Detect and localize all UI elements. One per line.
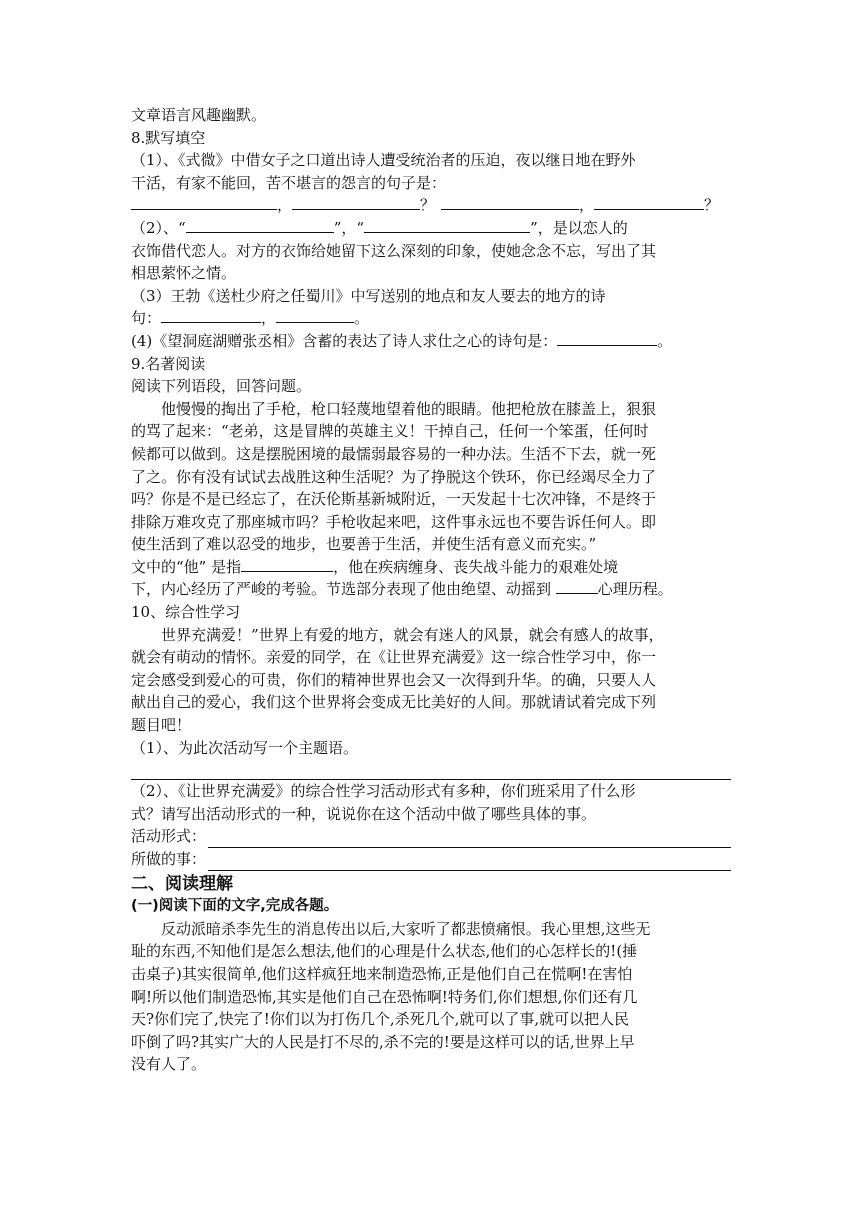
q9-question-line2: 下，内心经历了严峻的考验。节选部分表现了他由绝望、动摇到 心理历程。 [131, 580, 673, 599]
q10-passage-line: 世界充满爱！”世界上有爱的地方，就会有迷人的风景，就会有感人的故事， [161, 625, 664, 644]
q9-passage-line: 吗？你是不是已经忘了，在沃伦斯基新城附近，一天发起十七次冲锋，不是终于 [131, 490, 657, 509]
answer-blank[interactable] [556, 578, 598, 594]
answer-blank[interactable] [276, 307, 354, 323]
activity-done-row [131, 848, 731, 871]
section2-passage-line: 击桌子)其实很简单,他们这样疯狂地来制造恐怖,正是他们自己在慌啊!在害怕 [131, 964, 633, 983]
q10-part1: （1）、为此次活动写一个主题语。 [131, 738, 359, 757]
q9-intro: 阅读下列语段，回答问题。 [131, 377, 312, 396]
q10-title: 10、综合性学习 [131, 603, 241, 622]
q10-passage-line: 献出自己的爱心，我们这个世界将会变成无比美好的人间。那就请试着完成下列 [131, 693, 657, 712]
q10-part2-line1: （2）、《让世界充满爱》的综合性学习活动形式有多种，你们班采用了什么形 [131, 782, 636, 801]
q9-title: 9.名著阅读 [131, 354, 206, 373]
answer-blank[interactable] [161, 307, 261, 323]
q8-part2-line3: 相思萦怀之情。 [131, 264, 237, 283]
q10-part2-line2: 式？请写出活动形式的一种，说说你在这个活动中做了哪些具体的事。 [131, 804, 597, 823]
answer-blank[interactable] [292, 194, 420, 210]
q8-title: 8.默写填空 [131, 128, 206, 147]
q8-part1-line2: 干活，有家不能回，苦不堪言的怨言的句子是： [131, 173, 447, 192]
activity-done-label: 所做的事： [131, 850, 207, 868]
worksheet-page [131, 104, 731, 1076]
answer-blank[interactable] [131, 194, 277, 210]
q8-part2-line2: 衣饰借代恋人。对方的衣饰给她留下这么深刻的印象，使她念念不忘，写出了其 [131, 241, 657, 260]
section2-passage-line: 反动派暗杀李先生的消息传出以后,大家听了都悲愤痛恨。我心里想,这些无 [161, 919, 651, 938]
q9-passage-line: 使生活到了难以忍受的地步，也要善于生活，并使生活有意义而充实。” [131, 535, 597, 554]
activity-form-row [131, 825, 731, 848]
q10-passage-line: 定会感受到爱心的可贵，你们的精神世界也会又一次得到升华。的确，只要人人 [131, 670, 657, 689]
q8-part4: (4)《望洞庭湖赠张丞相》含蓄的表达了诗人求仕之心的诗句是： 。 [131, 331, 673, 350]
q10-passage-line: 就会有萌动的情怀。亲爱的同学，在《让世界充满爱》这一综合性学习中，你一 [131, 648, 657, 667]
q10-passage-line: 题目吧！ [131, 716, 192, 735]
q8-part3-line2: 句： ， 。 [131, 309, 370, 328]
q8-part2-line1: （2）、“ ”，“ ”，是以恋人的 [131, 218, 628, 237]
q8-part1-line1: （1）、《式微》中借女子之口道出诗人遭受统治者的压迫，夜以继日地在野外 [131, 151, 636, 170]
answer-blank[interactable] [241, 556, 333, 572]
section2-passage-line: 没有人了。 [131, 1055, 207, 1074]
answer-blank[interactable] [441, 194, 579, 210]
activity-form-label: 活动形式： [131, 827, 207, 846]
q9-passage-line: 的骂了起来：“老弟，这是冒牌的英雄主义！干掉自己，任何一个笨蛋，任何时 [131, 422, 649, 441]
q9-passage-line: 他慢慢的掏出了手枪，枪口轻蔑地望着他的眼睛。他把枪放在膝盖上，狠狠 [161, 399, 657, 418]
section2-passage-line: 耻的东西,不知他们是怎么想法,他们的心理是什么状态,他们的心怎样长的!(捶 [131, 942, 638, 961]
answer-blank[interactable] [186, 217, 334, 233]
q7-tail: 文章语言风趣幽默。 [131, 106, 267, 124]
section2-passage-line: 吓倒了吗?其实广大的人民是打不尽的,杀不完的!要是这样可以的话,世界上早 [131, 1032, 635, 1051]
answer-blank[interactable] [594, 194, 704, 210]
theme-answer-line[interactable] [131, 763, 731, 780]
q9-question-line1: 文中的“他” 是指 ，他在疾病缠身、丧失战斗能力的艰难处境 [131, 557, 619, 576]
answer-blank[interactable] [557, 330, 657, 346]
q8-part3-line1: （3）王勃《送杜少府之任蜀川》中写送别的地点和友人要去的地方的诗 [131, 286, 606, 305]
q9-passage-line: 候都可以做到。这是摆脱困境的最懦弱最容易的一种办法。生活不下去，就一死 [131, 444, 657, 463]
q8-part1-blanks: ， ？ ， ？ [131, 194, 731, 217]
section2-subtitle: (一)阅读下面的文字,完成各题。 [131, 898, 339, 915]
section2-passage-line: 天?你们完了,快完了!你们以为打伤几个,杀死几个,就可以了事,就可以把人民 [131, 1010, 630, 1029]
activity-form-answer-line[interactable] [208, 831, 731, 848]
q9-passage-line: 了之。你有没有试试去战胜这种生活呢？为了挣脱这个铁环，你已经竭尽全力了 [131, 467, 657, 486]
activity-done-answer-line[interactable] [208, 854, 731, 871]
q9-passage-line: 排除万难攻克了那座城市吗？手枪收起来吧，这件事永远也不要告诉任何人。即 [131, 512, 657, 531]
section2-passage-line: 啊!所以他们制造恐怖,其实是他们自己在恐怖啊!特务们,你们想想,你们还有几 [131, 987, 638, 1006]
section2-title: 二、阅读理解 [131, 873, 233, 894]
answer-blank[interactable] [364, 217, 530, 233]
